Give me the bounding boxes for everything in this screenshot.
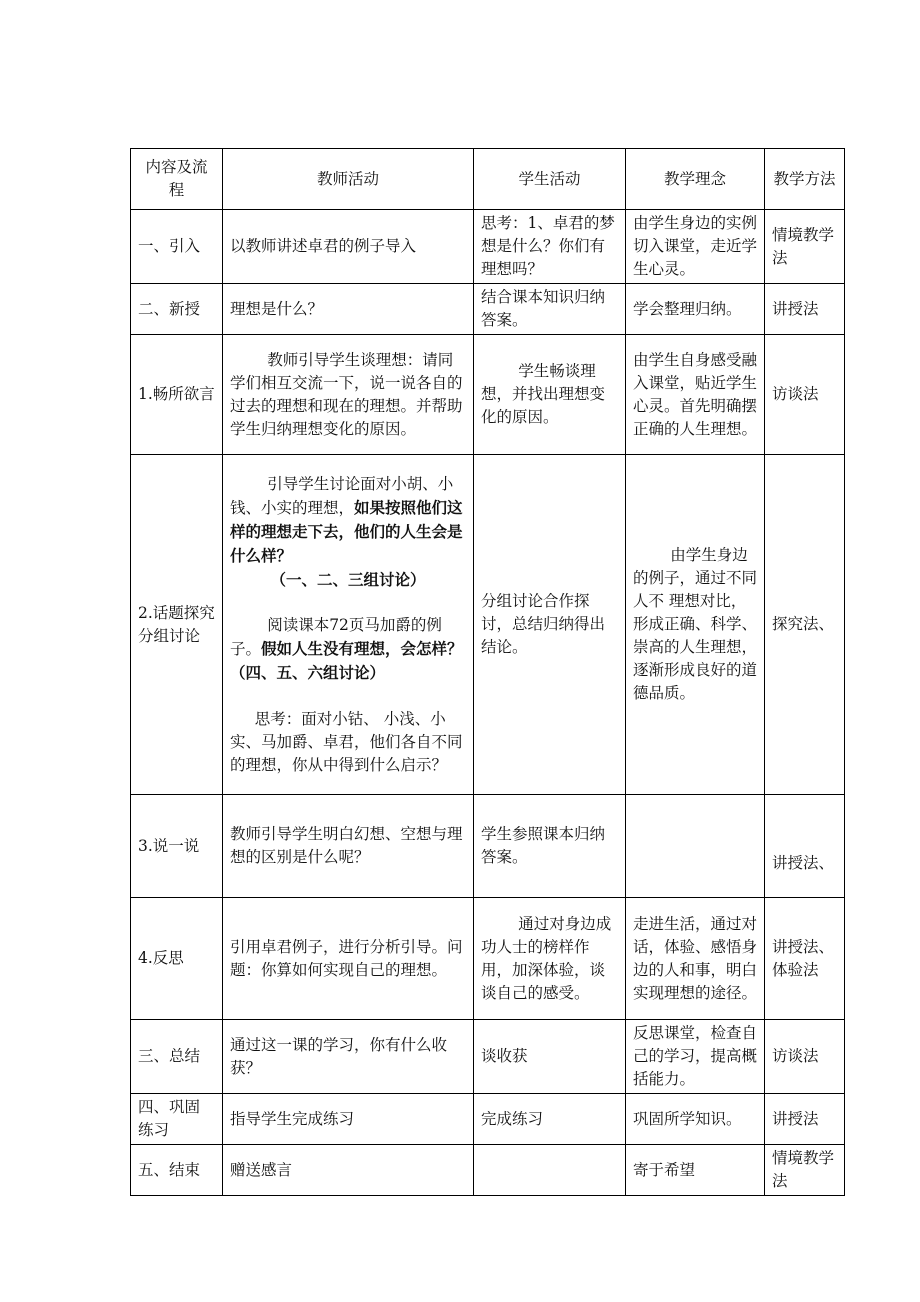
method-cell: 访谈法 xyxy=(765,1020,845,1094)
stage-cell: 3.说一说 xyxy=(131,795,223,898)
header-row xyxy=(131,149,845,210)
method-cell: 讲授法、体验法 xyxy=(765,898,845,1020)
lesson-plan-table xyxy=(130,148,845,1196)
table-row xyxy=(131,210,845,284)
method-cell: 访谈法 xyxy=(765,335,845,455)
student-cell xyxy=(474,1145,626,1196)
teacher-cell: 理想是什么？ xyxy=(223,284,474,335)
student-cell: 结合课本知识归纳答案。 xyxy=(474,284,626,335)
teacher-cell xyxy=(223,455,474,795)
student-cell: 学生畅谈理想，并找出理想变化的原因。 xyxy=(474,335,626,455)
table-row xyxy=(131,455,845,795)
method-cell: 讲授法 xyxy=(765,1094,845,1145)
concept-cell: 学会整理归纳。 xyxy=(626,284,765,335)
header-stage: 内容及流程 xyxy=(131,149,223,210)
teacher-cell: 指导学生完成练习 xyxy=(223,1094,474,1145)
method-cell: 讲授法 xyxy=(765,284,845,335)
student-cell: 思考：1、卓君的梦想是什么？你们有理想吗？ xyxy=(474,210,626,284)
student-cell: 完成练习 xyxy=(474,1094,626,1145)
group-discussion-label: （一、二、三组讨论） xyxy=(270,569,426,589)
concept-cell: 由学生身边的例子，通过不同人不 理想对比，形成正确、科学、崇高的人生理想，逐渐形成良好的道德品质。 xyxy=(626,455,765,795)
table-row xyxy=(131,898,845,1020)
stage-cell: 4.反思 xyxy=(131,898,223,1020)
student-cell: 学生参照课本归纳答案。 xyxy=(474,795,626,898)
method-cell: 情境教学法 xyxy=(765,1145,845,1196)
table-row xyxy=(131,284,845,335)
header-teacher: 教师活动 xyxy=(223,149,474,210)
concept-cell: 反思课堂，检查自己的学习，提高概括能力。 xyxy=(626,1020,765,1094)
teacher-cell: 赠送感言 xyxy=(223,1145,474,1196)
header-method: 教学方法 xyxy=(765,149,845,210)
method-cell: 探究法、 xyxy=(765,455,845,795)
stage-cell: 三、总结 xyxy=(131,1020,223,1094)
concept-cell xyxy=(626,795,765,898)
method-cell: 情境教学法 xyxy=(765,210,845,284)
teacher-cell: 教师引导学生谈理想：请同学们相互交流一下，说一说各自的过去的理想和现在的理想。并帮助学生归纳理想变化的原因。 xyxy=(223,335,474,455)
table-row xyxy=(131,1145,845,1196)
method-cell: 讲授法、 xyxy=(765,795,845,898)
teacher-cell: 引用卓君例子，进行分析引导。问题：你算如何实现自己的理想。 xyxy=(223,898,474,1020)
concept-cell: 走进生活，通过对话，体验、感悟身边的人和事，明白实现理想的途径。 xyxy=(626,898,765,1020)
stage-cell: 1.畅所欲言 xyxy=(131,335,223,455)
stage-cell: 2.话题探究分组讨论 xyxy=(131,455,223,795)
table-row xyxy=(131,335,845,455)
stage-cell: 四、巩固练习 xyxy=(131,1094,223,1145)
concept-cell: 巩固所学知识。 xyxy=(626,1094,765,1145)
table-row xyxy=(131,1020,845,1094)
concept-cell: 由学生身边的实例切入课堂，走近学生心灵。 xyxy=(626,210,765,284)
student-cell: 谈收获 xyxy=(474,1020,626,1094)
teacher-paragraph-1: 引导学生讨论面对小胡、小钱、小实的理想，如果按照他们这样的理想走下去，他们的人生会是什么样？ xyxy=(230,474,463,565)
header-concept: 教学理念 xyxy=(626,149,765,210)
concept-cell: 由学生自身感受融入课堂，贴近学生心灵。首先明确摆正确的人生理想。 xyxy=(626,335,765,455)
table-row xyxy=(131,1094,845,1145)
teacher-paragraph-2: 阅读课本72页马加爵的例子。假如人生没有理想，会怎样？（四、五、六组讨论） xyxy=(230,615,463,682)
teacher-paragraph-3: 思考：面对小钴、 小浅、小实、马加爵、卓君，他们各自不同的理想，你从中得到什么启示？ xyxy=(230,709,463,774)
teacher-cell: 通过这一课的学习，你有什么收获？ xyxy=(223,1020,474,1094)
teacher-cell: 以教师讲述卓君的例子导入 xyxy=(223,210,474,284)
concept-cell: 寄于希望 xyxy=(626,1145,765,1196)
teacher-cell: 教师引导学生明白幻想、空想与理想的区别是什么呢？ xyxy=(223,795,474,898)
student-cell: 分组讨论合作探讨，总结归纳得出结论。 xyxy=(474,455,626,795)
table-row xyxy=(131,795,845,898)
student-cell: 通过对身边成功人士的榜样作用，加深体验，谈谈自己的感受。 xyxy=(474,898,626,1020)
stage-cell: 二、新授 xyxy=(131,284,223,335)
stage-cell: 五、结束 xyxy=(131,1145,223,1196)
header-student: 学生活动 xyxy=(474,149,626,210)
stage-cell: 一、引入 xyxy=(131,210,223,284)
